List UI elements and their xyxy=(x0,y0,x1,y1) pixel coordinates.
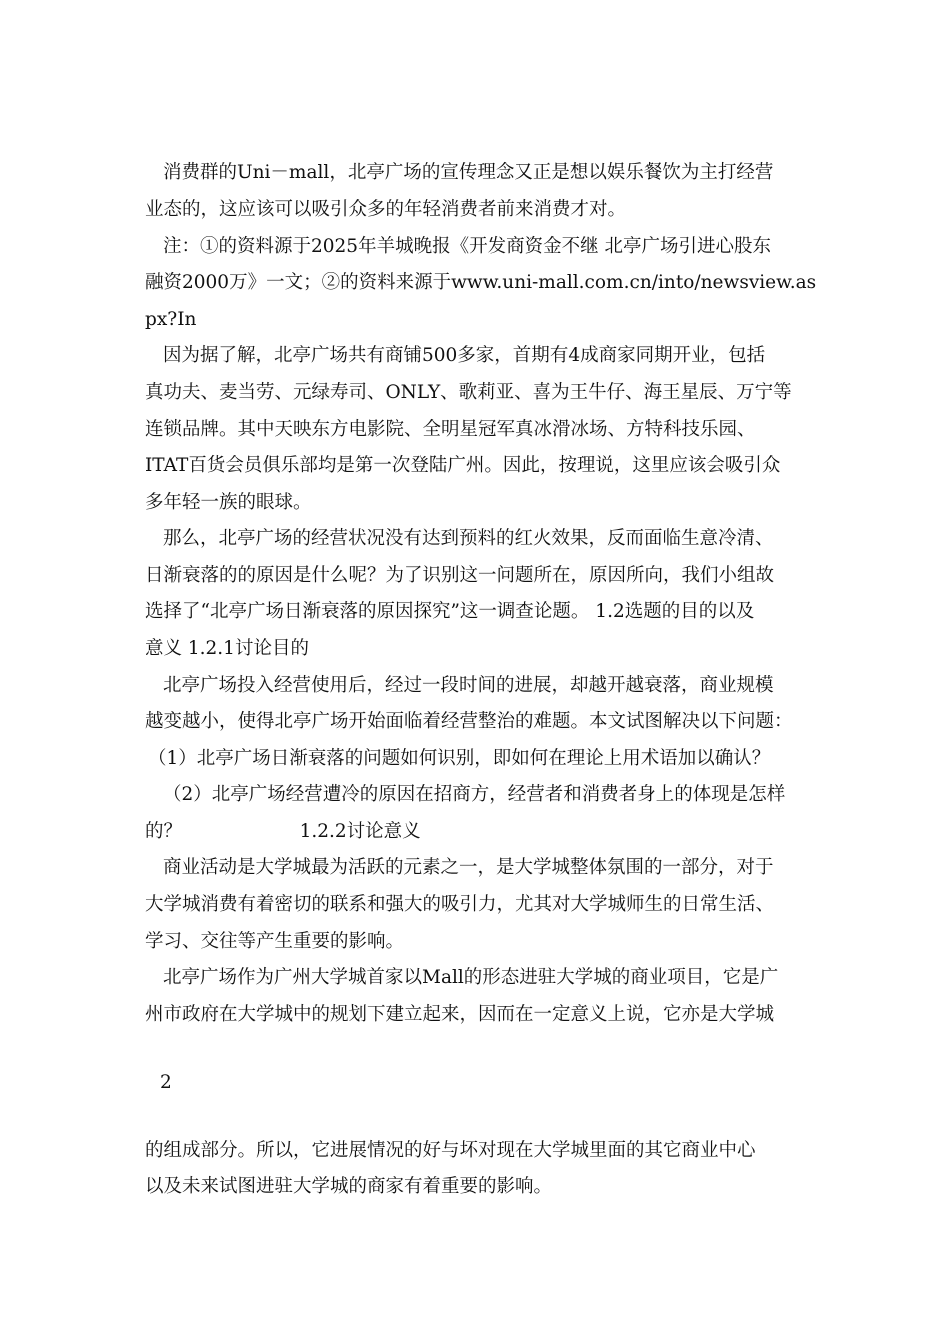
text-line: 学习、交往等产生重要的影响。 xyxy=(145,931,405,952)
text-line: 商业活动是大学城最为活跃的元素之一，是大学城整体氛围的一部分，对于 xyxy=(163,857,774,878)
page-number: 2 xyxy=(160,1072,172,1093)
text-line: 北亭广场作为广州大学城首家以Mall的形态进驻大学城的商业项目，它是广 xyxy=(163,967,779,988)
text-line: 业态的，这应该可以吸引众多的年轻消费者前来消费才对。 xyxy=(145,199,627,220)
text-line: ITAT百货会员俱乐部均是第一次登陆广州。因此，按理说，这里应该会吸引众 xyxy=(145,455,781,476)
text-line: 注：①的资料源于2025年羊城晚报《开发商资金不继 北亭广场引进心股东 xyxy=(163,236,771,257)
text-line: px?In xyxy=(145,309,197,330)
text-line: 选择了“北亭广场日渐衰落的原因探究”这一调查论题。 1.2选题的目的以及 xyxy=(145,601,755,622)
text-line: 多年轻一族的眼球。 xyxy=(145,492,312,513)
text-line: 那么，北亭广场的经营状况没有达到预料的红火效果，反而面临生意冷清、 xyxy=(163,528,774,549)
text-line: 大学城消费有着密切的联系和强大的吸引力，尤其对大学城师生的日常生活、 xyxy=(145,894,775,915)
text-line: 连锁品牌。其中天映东方电影院、全明星冠军真冰滑冰场、方特科技乐园、 xyxy=(145,419,756,440)
text-line: 北亭广场投入经营使用后，经过一段时间的进展，却越开越衰落，商业规模 xyxy=(163,675,774,696)
text-line: 因为据了解，北亭广场共有商铺500多家，首期有4成商家同期开业，包括 xyxy=(163,345,766,366)
text-line: 以及未来试图进驻大学城的商家有着重要的影响。 xyxy=(145,1176,553,1197)
text-line: 州市政府在大学城中的规划下建立起来，因而在一定意义上说，它亦是大学城 xyxy=(145,1004,775,1025)
text-line: 的？ 1.2.2讨论意义 xyxy=(145,821,421,842)
text-line: 的组成部分。所以，它进展情况的好与坏对现在大学城里面的其它商业中心 xyxy=(145,1140,756,1161)
text-line: 日渐衰落的的原因是什么呢？为了识别这一问题所在，原因所向，我们小组故 xyxy=(145,565,775,586)
text-line: 意义 1.2.1讨论目的 xyxy=(145,638,309,659)
text-line: 真功夫、麦当劳、元绿寿司、ONLY、歌莉亚、喜为王牛仔、海王星辰、万宁等 xyxy=(145,382,792,403)
text-line: （2）北亭广场经营遭冷的原因在招商方，经营者和消费者身上的体现是怎样 xyxy=(163,784,786,805)
text-line: 融资2000万》一文；②的资料来源于www.uni-mall.com.cn/into/newsview.as xyxy=(145,272,817,293)
text-line: （1）北亭广场日渐衰落的问题如何识别，即如何在理论上用术语加以确认？ xyxy=(148,748,771,769)
text-line: 越变越小，使得北亭广场开始面临着经营整治的难题。本文试图解决以下问题： xyxy=(145,711,793,732)
text-line: 消费群的Uni－mall，北亭广场的宣传理念又正是想以娱乐餐饮为主打经营 xyxy=(163,162,774,183)
